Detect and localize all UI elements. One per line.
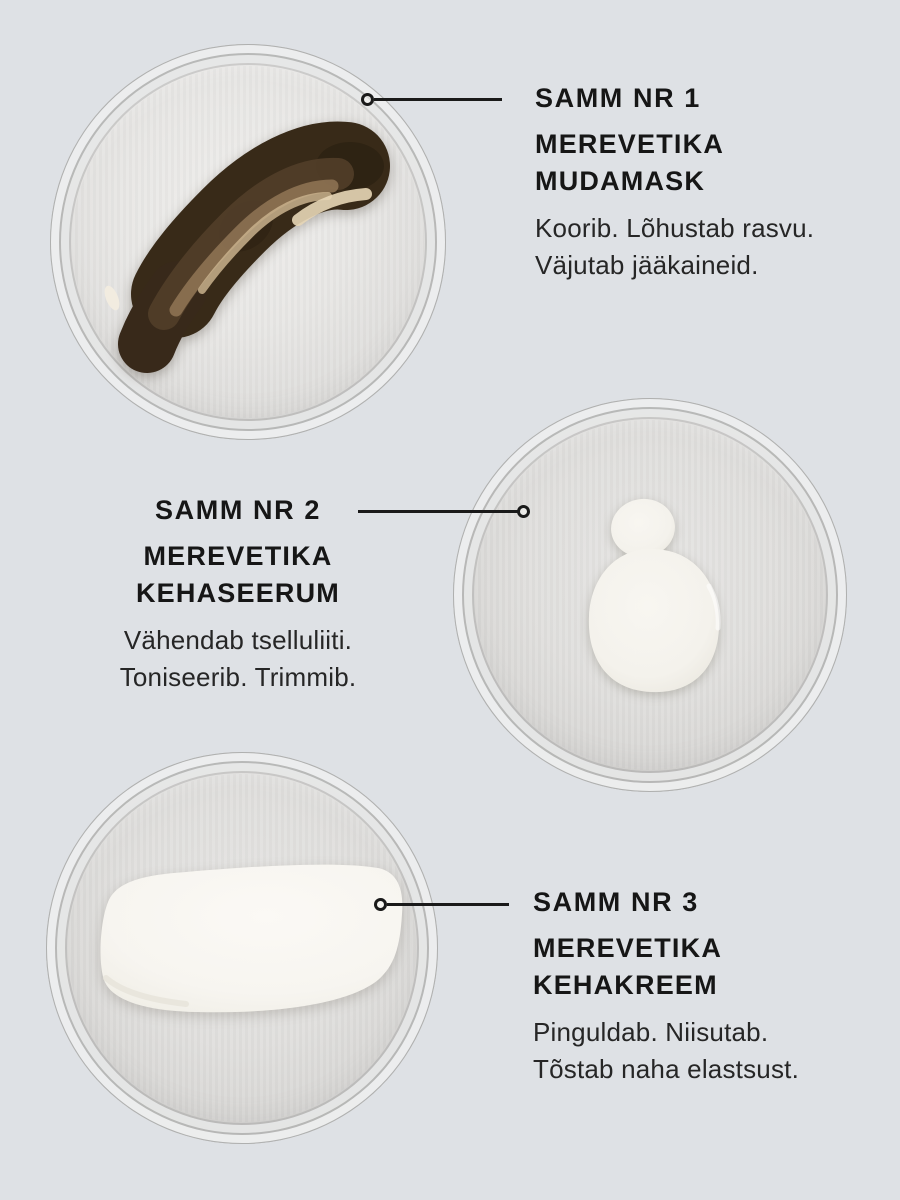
step-2-description bbox=[90, 622, 386, 696]
step-1-label: SAMM NR 1 bbox=[535, 83, 701, 113]
step-3-product-name bbox=[533, 930, 873, 1004]
step-3-annotation bbox=[533, 888, 873, 1088]
leader-line-step-2 bbox=[358, 510, 519, 513]
petri-dish-body-serum bbox=[453, 398, 847, 792]
leader-line-step-1 bbox=[374, 98, 502, 101]
step-2-label: SAMM NR 2 bbox=[155, 495, 321, 525]
description-line: Tõstab naha elastsust. bbox=[533, 1054, 799, 1084]
step-1-product-name bbox=[535, 126, 875, 200]
leader-dot-step-1 bbox=[361, 93, 374, 106]
description-line: Toniseerib. Trimmib. bbox=[119, 662, 357, 692]
description-line: Pinguldab. Niisutab. bbox=[533, 1017, 769, 1047]
petri-dish-mud-mask bbox=[50, 44, 446, 440]
step-2-annotation bbox=[90, 496, 386, 696]
serum-drops-image bbox=[453, 398, 847, 792]
product-name-line: KEHASEERUM bbox=[135, 578, 341, 608]
cream-smear-image bbox=[46, 752, 438, 1144]
description-line: Koorib. Lõhustab rasvu. bbox=[535, 213, 815, 243]
step-1-annotation bbox=[535, 84, 875, 284]
product-name-line: KEHAKREEM bbox=[533, 970, 718, 1000]
step-1-description bbox=[535, 210, 875, 284]
step-3-description bbox=[533, 1014, 873, 1088]
description-line: Väjutab jääkaineid. bbox=[535, 250, 759, 280]
product-name-line: MEREVETIKA bbox=[535, 129, 725, 159]
leader-dot-step-3 bbox=[374, 898, 387, 911]
mud-mask-smear-image bbox=[50, 44, 446, 440]
leader-line-step-3 bbox=[387, 903, 509, 906]
step-3-label: SAMM NR 3 bbox=[533, 887, 699, 917]
description-line: Vähendab tselluliiti. bbox=[123, 625, 353, 655]
petri-dish-body-cream bbox=[46, 752, 438, 1144]
product-name-line: MEREVETIKA bbox=[533, 933, 723, 963]
product-name-line: MEREVETIKA bbox=[143, 541, 333, 571]
step-2-product-name bbox=[90, 538, 386, 612]
product-name-line: MUDAMASK bbox=[535, 166, 706, 196]
leader-dot-step-2 bbox=[517, 505, 530, 518]
